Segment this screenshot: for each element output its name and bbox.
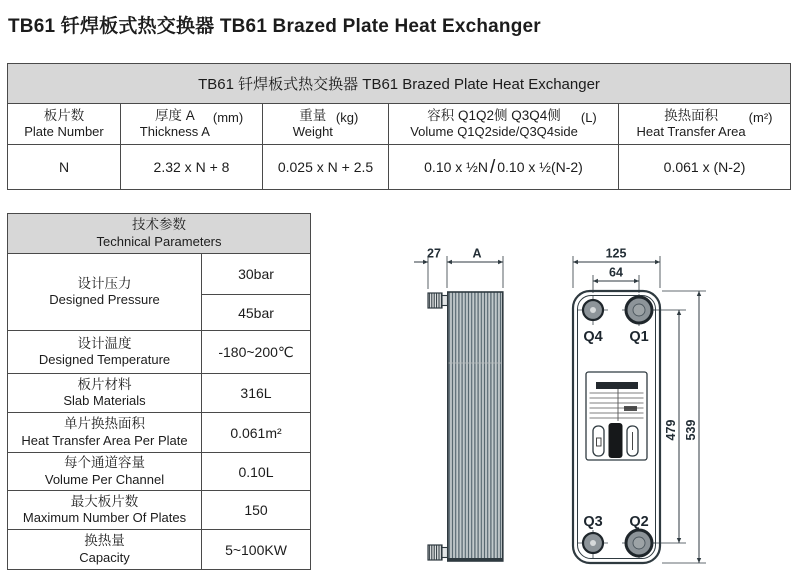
volume-formula-slash: /	[489, 157, 496, 178]
col-unit: (mm)	[212, 109, 244, 125]
port-label-q4: Q4	[583, 329, 603, 345]
port-label-q2: Q2	[629, 514, 649, 530]
param-label-max-plates	[8, 491, 202, 530]
param-value-temperature: -180~200℃	[202, 331, 311, 374]
port-q3	[578, 530, 608, 558]
table-row	[8, 331, 311, 374]
volume-formula-left: 0.10 x ½N	[424, 159, 488, 175]
spec-col-header-heat-transfer-area	[619, 104, 791, 145]
col-label-en: Plate Number	[24, 124, 104, 140]
params-title-zh: 技术参数	[132, 217, 186, 233]
param-label-slab-materials	[8, 374, 202, 413]
params-table-title	[8, 214, 311, 254]
param-label-designed-pressure	[8, 254, 202, 331]
param-label-en: Designed Temperature	[38, 352, 171, 368]
param-value-max-plates: 150	[202, 491, 311, 530]
port-q4	[578, 295, 608, 325]
front-view-drawing	[573, 247, 706, 564]
param-value-area-per-plate: 0.061m²	[202, 413, 311, 453]
col-label-zh: 换热面积	[664, 107, 719, 123]
col-unit: (kg)	[335, 109, 359, 125]
dim-port-center-height-label: 479	[664, 419, 678, 441]
cell-volume-formula	[389, 145, 619, 190]
threaded-connection-bottom	[428, 545, 448, 560]
page-title: TB61 钎焊板式热交换器 TB61 Brazed Plate Heat Exchanger	[8, 16, 541, 37]
port-label-q3: Q3	[583, 514, 603, 530]
technical-drawing	[330, 200, 800, 582]
param-label-designed-temperature	[8, 331, 202, 374]
table-row	[8, 453, 311, 491]
param-label-capacity	[8, 530, 202, 570]
threaded-connection-top	[428, 293, 448, 308]
dim-stub-label: 27	[427, 246, 441, 261]
spec-col-header-plate-number	[8, 104, 121, 145]
param-value-pressure-1: 30bar	[202, 254, 311, 295]
param-label-en: Slab Materials	[63, 393, 146, 409]
col-label-zh: 板片数	[43, 107, 85, 123]
param-value-pressure-2: 45bar	[202, 295, 311, 331]
table-row	[8, 254, 311, 295]
nameplate	[586, 372, 647, 460]
cell-plate-number: N	[8, 145, 121, 190]
spec-table	[7, 63, 791, 190]
param-label-zh: 单片换热面积	[64, 416, 145, 432]
param-label-zh: 设计压力	[77, 275, 132, 291]
cell-area-formula: 0.061 x (N-2)	[619, 145, 791, 190]
dim-plate-pack-width-label: A	[472, 246, 482, 261]
param-value-capacity: 5~100KW	[202, 530, 311, 570]
param-label-en: Volume Per Channel	[44, 471, 165, 487]
col-label-en: Volume Q1Q2side/Q3Q4side	[410, 124, 578, 140]
param-label-en: Capacity	[79, 549, 130, 565]
param-label-zh: 最大板片数	[70, 493, 139, 509]
col-label-en: Heat Transfer Area	[636, 124, 746, 140]
technical-parameters-table	[7, 213, 311, 570]
table-row	[8, 374, 311, 413]
table-row	[8, 413, 311, 453]
spec-table-row	[8, 145, 791, 190]
spec-table-title: TB61 钎焊板式热交换器 TB61 Brazed Plate Heat Exchanger	[8, 64, 791, 104]
volume-formula-right: 0.10 x ½(N-2)	[497, 159, 583, 175]
port-label-q1: Q1	[629, 329, 649, 345]
col-label-zh: 重量	[299, 107, 327, 123]
col-label-en: Thickness A	[139, 124, 210, 140]
plate-stack	[448, 292, 503, 561]
table-row	[8, 491, 311, 530]
spec-col-header-volume	[389, 104, 619, 145]
table-row	[8, 530, 311, 570]
param-label-zh: 每个通道容量	[64, 455, 145, 471]
cell-weight-formula: 0.025 x N + 2.5	[263, 145, 389, 190]
dim-overall-height-label: 539	[684, 419, 698, 441]
param-label-area-per-plate	[8, 413, 202, 453]
col-label-zh: 厚度 A	[154, 107, 195, 123]
col-label-en: Weight	[292, 124, 333, 140]
col-unit: (L)	[580, 109, 597, 125]
param-label-en: Maximum Number Of Plates	[22, 510, 187, 526]
side-view-drawing	[414, 247, 503, 562]
param-label-zh: 换热量	[84, 533, 125, 549]
col-unit: (m²)	[748, 109, 773, 125]
params-title-en: Technical Parameters	[96, 233, 222, 249]
param-value-volume-per-channel: 0.10L	[202, 453, 311, 491]
spec-col-header-weight	[263, 104, 389, 145]
param-label-zh: 设计温度	[77, 335, 132, 351]
dim-port-spacing-label: 64	[609, 265, 623, 280]
cell-thickness-formula: 2.32 x N + 8	[121, 145, 263, 190]
spec-col-header-thickness	[121, 104, 263, 145]
dim-overall-width-label: 125	[605, 246, 627, 261]
param-label-en: Designed Pressure	[49, 292, 160, 308]
param-label-zh: 板片材料	[77, 376, 132, 392]
param-label-en: Heat Transfer Area Per Plate	[21, 432, 188, 448]
param-label-volume-per-channel	[8, 453, 202, 491]
param-value-materials: 316L	[202, 374, 311, 413]
col-label-zh: 容积 Q1Q2侧 Q3Q4侧	[427, 107, 561, 123]
